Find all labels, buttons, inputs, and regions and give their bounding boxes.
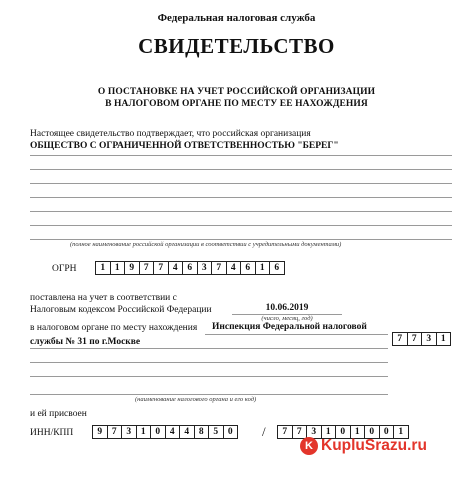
digit-box: 7 — [277, 425, 293, 439]
digit-box: 4 — [165, 425, 181, 439]
digit-box: 6 — [182, 261, 198, 275]
inn-boxes — [92, 425, 237, 439]
authority-line-5 — [30, 394, 388, 395]
date-note: (число, месяц, год) — [261, 315, 313, 322]
authority-name-part-2: службы № 31 по г.Москве — [30, 337, 141, 347]
service-name: Федеральная налоговая служба — [157, 12, 316, 24]
subtitle-line-2: В НАЛОГОВОМ ОРГАНЕ ПО МЕСТУ ЕЕ НАХОЖДЕНИЯ — [105, 99, 368, 109]
authority-line-3 — [30, 362, 388, 363]
digit-box: 1 — [393, 425, 409, 439]
ogrn-boxes — [95, 261, 284, 275]
digit-box: 9 — [92, 425, 108, 439]
watermark-logo-icon: K — [300, 437, 318, 455]
org-line-1 — [30, 155, 452, 156]
org-line-4 — [30, 197, 452, 198]
digit-box: 4 — [179, 425, 195, 439]
digit-box: 0 — [223, 425, 239, 439]
digit-box: 9 — [124, 261, 140, 275]
digit-box: 3 — [306, 425, 322, 439]
digit-box: 3 — [121, 425, 137, 439]
authority-line-1 — [205, 334, 388, 335]
authority-name-part-1: Инспекция Федеральной налоговой — [212, 322, 367, 332]
digit-box: 6 — [240, 261, 256, 275]
digit-box: 0 — [150, 425, 166, 439]
digit-box: 0 — [335, 425, 351, 439]
registration-line-1: поставлена на учет в соответствии с — [30, 293, 177, 303]
organization-note: (полное наименование российской организации в соответствии с учредительными документами) — [70, 241, 342, 248]
digit-box: 4 — [226, 261, 242, 275]
inn-kpp-separator: / — [262, 424, 266, 439]
ogrn-label: ОГРН — [52, 264, 77, 274]
digit-box: 1 — [110, 261, 126, 275]
watermark — [300, 437, 427, 455]
digit-box: 1 — [255, 261, 271, 275]
digit-box: 1 — [136, 425, 152, 439]
authority-line-4 — [30, 376, 388, 377]
digit-box: 3 — [421, 332, 437, 346]
org-line-7 — [30, 239, 452, 240]
registration-line-3: в налоговом органе по месту нахождения — [30, 323, 198, 333]
digit-box: 7 — [107, 425, 123, 439]
digit-box: 1 — [321, 425, 337, 439]
digit-box: 6 — [269, 261, 285, 275]
digit-box: 7 — [407, 332, 423, 346]
org-line-3 — [30, 183, 452, 184]
digit-box: 7 — [392, 332, 408, 346]
org-line-5 — [30, 211, 452, 212]
subtitle-line-1: О ПОСТАНОВКЕ НА УЧЕТ РОССИЙСКОЙ ОРГАНИЗАЦИИ — [97, 87, 376, 97]
digit-box: 5 — [208, 425, 224, 439]
digit-box: 0 — [379, 425, 395, 439]
org-line-2 — [30, 169, 452, 170]
digit-box: 7 — [211, 261, 227, 275]
digit-box: 0 — [364, 425, 380, 439]
digit-box: 1 — [95, 261, 111, 275]
inn-kpp-label: ИНН/КПП — [30, 428, 74, 438]
digit-box: 1 — [350, 425, 366, 439]
digit-box: 7 — [139, 261, 155, 275]
digit-box: 3 — [197, 261, 213, 275]
digit-box: 4 — [168, 261, 184, 275]
digit-box: 8 — [194, 425, 210, 439]
watermark-text: KupluSrazu.ru — [321, 437, 427, 454]
organization-name: ОБЩЕСТВО С ОГРАНИЧЕННОЙ ОТВЕТСТВЕННОСТЬЮ "БЕРЕГ" — [30, 141, 339, 151]
authority-note: (наименование налогового органа и его код) — [135, 396, 257, 403]
digit-box: 1 — [436, 332, 452, 346]
org-line-6 — [30, 225, 452, 226]
document-title: СВИДЕТЕЛЬСТВО — [138, 34, 335, 58]
intro-text: Настоящее свидетельство подтверждает, что российская организация — [30, 129, 311, 139]
digit-box: 7 — [153, 261, 169, 275]
registration-date: 10.06.2019 — [265, 303, 309, 313]
registration-line-2: Налоговым кодексом Российской Федерации — [30, 305, 212, 315]
digit-box: 7 — [292, 425, 308, 439]
assigned-label: и ей присвоен — [30, 409, 87, 419]
authority-line-2 — [30, 348, 388, 349]
authority-code-boxes — [392, 332, 450, 346]
